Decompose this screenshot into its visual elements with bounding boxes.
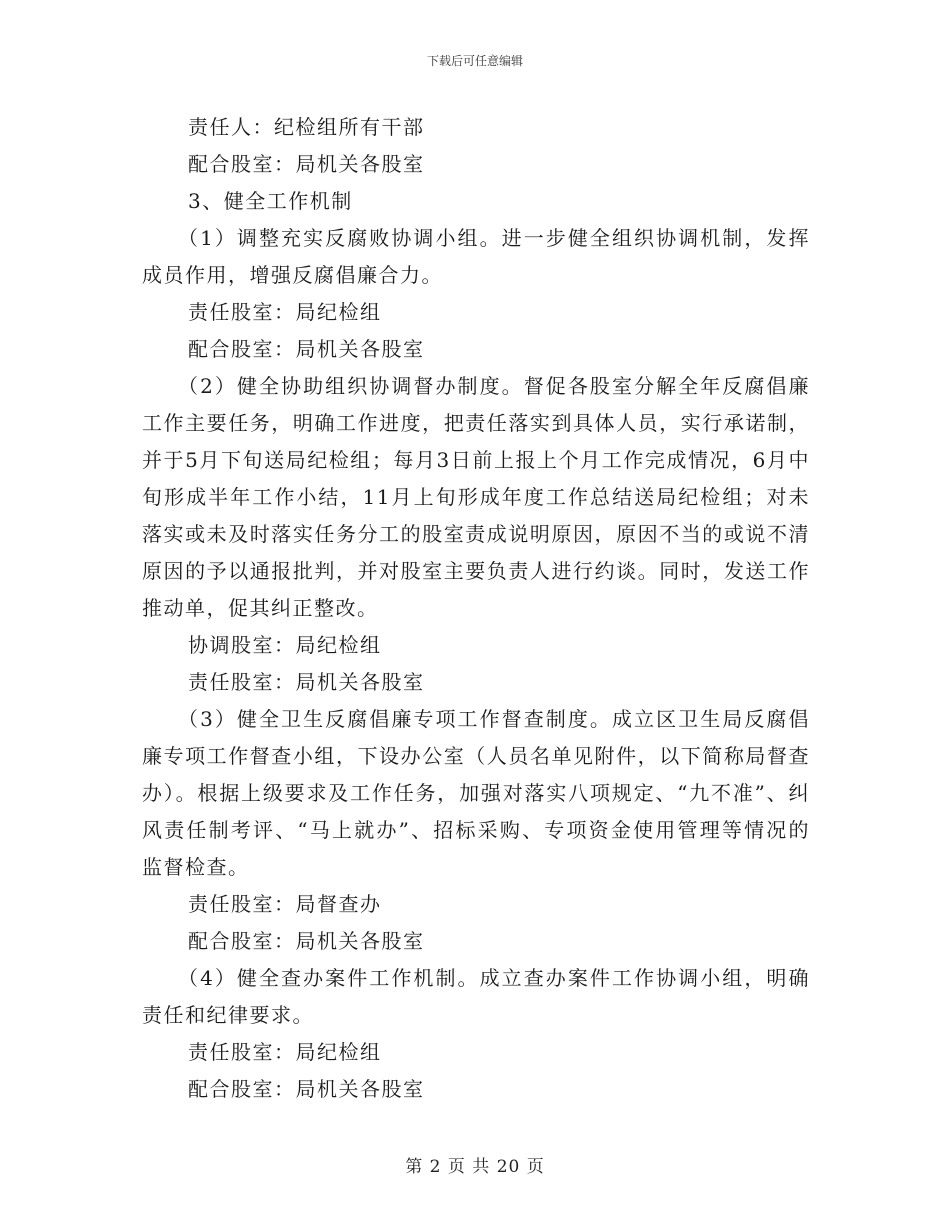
paragraph-cooperating-office: 配合股室：局机关各股室 bbox=[188, 929, 425, 953]
paragraph-cooperating-office: 配合股室：局机关各股室 bbox=[188, 1077, 425, 1101]
paragraph-coordinating-office: 协调股室：局纪检组 bbox=[188, 633, 382, 657]
paragraph-responsible-person: 责任人：纪检组所有干部 bbox=[188, 115, 425, 139]
paragraph-cooperating-office: 配合股室：局机关各股室 bbox=[188, 337, 425, 361]
paragraph-item-1: （1）调整充实反腐败协调小组。进一步健全组织协调机制，发挥成员作用，增强反腐倡廉合力。 bbox=[142, 226, 810, 287]
section-heading: 3、健全工作机制 bbox=[188, 189, 353, 213]
paragraph-item-2: （2）健全协助组织协调督办制度。督促各股室分解全年反腐倡廉工作主要任务，明确工作进度，把责任落实到具体人员，实行承诺制，并于5月下旬送局纪检组；每月3日前上报上个月工作完成情况，6月中旬形成半年工作小结，11月上旬形成年度工作总结送局纪检组；对未落实或未及时落实任务分工的股室责成说明原因，原因不当的或说不清原因的予以通报批判，并对股室主要负责人进行约谈。同时，发送工作推动单，促其纠正整改。 bbox=[142, 374, 810, 620]
document-body bbox=[142, 109, 810, 1108]
paragraph-responsible-office: 责任股室：局督查办 bbox=[188, 892, 382, 916]
paragraph-item-3: （3）健全卫生反腐倡廉专项工作督查制度。成立区卫生局反腐倡廉专项工作督查小组，下设办公室（人员名单见附件，以下简称局督查办）。根据上级要求及工作任务，加强对落实八项规定、“九不准”、纠风责任制考评、“马上就办”、招标采购、专项资金使用管理等情况的监督检查。 bbox=[142, 707, 810, 879]
paragraph-item-4: （4）健全查办案件工作机制。成立查办案件工作协调小组，明确责任和纪律要求。 bbox=[142, 966, 810, 1027]
paragraph-responsible-office: 责任股室：局纪检组 bbox=[188, 300, 382, 324]
paragraph-responsible-office: 责任股室：局纪检组 bbox=[188, 1040, 382, 1064]
paragraph-responsible-office: 责任股室：局机关各股室 bbox=[188, 670, 425, 694]
paragraph-cooperating-office: 配合股室：局机关各股室 bbox=[188, 152, 425, 176]
page-header: 下载后可任意编辑 bbox=[426, 54, 523, 68]
page-number-footer: 第 2 页 共 20 页 bbox=[405, 1157, 545, 1177]
